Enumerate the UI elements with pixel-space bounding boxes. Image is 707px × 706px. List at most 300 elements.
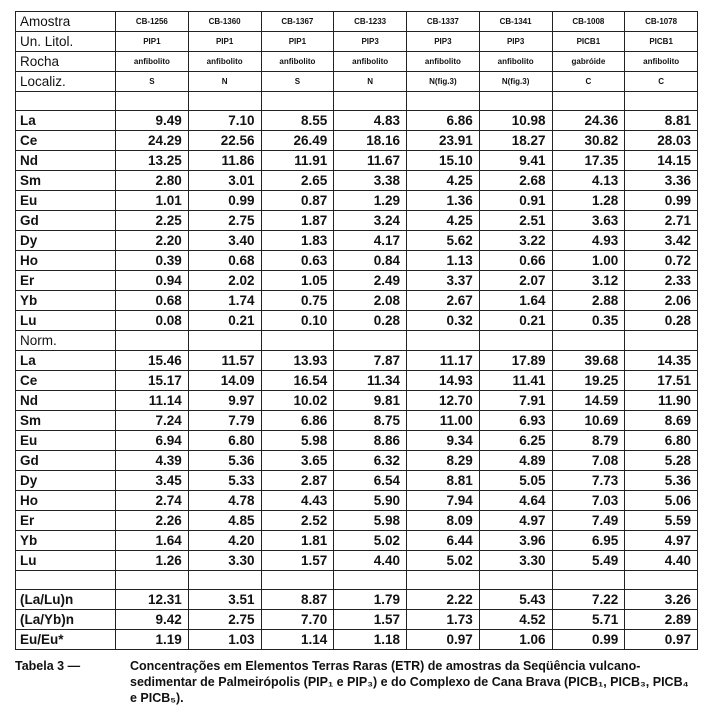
element-label: Yb: [16, 531, 116, 551]
value-cell: 4.52: [479, 610, 552, 630]
value-cell: 8.69: [625, 411, 698, 431]
value-cell: 15.46: [116, 351, 189, 371]
value-cell: 0.94: [116, 271, 189, 291]
value-cell: 1.64: [479, 291, 552, 311]
value-cell: 0.28: [625, 311, 698, 331]
value-cell: 6.93: [479, 411, 552, 431]
sample-id: CB-1360: [188, 12, 261, 32]
sample-id: CB-1008: [552, 12, 625, 32]
value-cell: 0.39: [116, 251, 189, 271]
value-cell: 9.97: [188, 391, 261, 411]
value-cell: 0.87: [261, 191, 334, 211]
table-row: [16, 271, 698, 291]
value-cell: 2.89: [625, 610, 698, 630]
sample-id: CB-1233: [334, 12, 407, 32]
meta-cell: PIP1: [261, 32, 334, 52]
meta-cell: N: [188, 72, 261, 92]
table-row: [16, 171, 698, 191]
value-cell: 1.26: [116, 551, 189, 571]
meta-cell: PIP3: [407, 32, 480, 52]
value-cell: 0.68: [188, 251, 261, 271]
value-cell: 13.93: [261, 351, 334, 371]
element-label: Sm: [16, 171, 116, 191]
value-cell: 0.32: [407, 311, 480, 331]
value-cell: 3.30: [188, 551, 261, 571]
value-cell: 4.20: [188, 531, 261, 551]
value-cell: 9.34: [407, 431, 480, 451]
value-cell: 2.07: [479, 271, 552, 291]
value-cell: 5.36: [625, 471, 698, 491]
value-cell: 5.49: [552, 551, 625, 571]
value-cell: 1.57: [261, 551, 334, 571]
value-cell: 8.55: [261, 111, 334, 131]
element-label: Nd: [16, 391, 116, 411]
value-cell: 1.00: [552, 251, 625, 271]
value-cell: 7.70: [261, 610, 334, 630]
value-cell: 6.32: [334, 451, 407, 471]
blank-cell: [334, 571, 407, 590]
meta-cell: anfibolito: [261, 52, 334, 72]
table-row: [16, 211, 698, 231]
value-cell: 0.35: [552, 311, 625, 331]
spacer-row: [16, 571, 698, 590]
ree-table: [15, 11, 698, 650]
value-cell: 4.25: [407, 171, 480, 191]
value-cell: 17.35: [552, 151, 625, 171]
value-cell: 3.12: [552, 271, 625, 291]
element-label: Ce: [16, 371, 116, 391]
value-cell: 1.87: [261, 211, 334, 231]
value-cell: 1.57: [334, 610, 407, 630]
value-cell: 18.16: [334, 131, 407, 151]
norm-row: [16, 331, 698, 351]
value-cell: 17.51: [625, 371, 698, 391]
value-cell: 3.38: [334, 171, 407, 191]
value-cell: 3.36: [625, 171, 698, 191]
caption-text: Concentrações em Elementos Terras Raras (ETR) de amostras da Seqüência vulcano-sedimentar de Palmeirópolis (PIP₁ e PIP₃) e do Complexo de Cana Brava (PICB₁, PICB₃, PICB₄ e PICB₅).: [130, 659, 689, 705]
meta-cell: anfibolito: [188, 52, 261, 72]
blank-cell: [116, 92, 189, 111]
table-row: [16, 511, 698, 531]
value-cell: 1.79: [334, 590, 407, 610]
blank-cell: [552, 331, 625, 351]
value-cell: 1.29: [334, 191, 407, 211]
value-cell: 2.51: [479, 211, 552, 231]
value-cell: 28.03: [625, 131, 698, 151]
meta-label: Localiz.: [16, 72, 116, 92]
value-cell: 4.40: [625, 551, 698, 571]
element-label: Gd: [16, 211, 116, 231]
table-row: [16, 151, 698, 171]
value-cell: 2.87: [261, 471, 334, 491]
value-cell: 0.84: [334, 251, 407, 271]
meta-cell: C: [625, 72, 698, 92]
value-cell: 0.99: [552, 630, 625, 650]
value-cell: 10.69: [552, 411, 625, 431]
sample-id: CB-1341: [479, 12, 552, 32]
value-cell: 6.80: [188, 431, 261, 451]
value-cell: 2.02: [188, 271, 261, 291]
blank-cell: [334, 92, 407, 111]
element-label: Yb: [16, 291, 116, 311]
value-cell: 6.95: [552, 531, 625, 551]
value-cell: 5.59: [625, 511, 698, 531]
sample-id: CB-1367: [261, 12, 334, 32]
value-cell: 7.87: [334, 351, 407, 371]
value-cell: 6.80: [625, 431, 698, 451]
value-cell: 3.37: [407, 271, 480, 291]
value-cell: 11.86: [188, 151, 261, 171]
meta-label: Un. Litol.: [16, 32, 116, 52]
value-cell: 2.74: [116, 491, 189, 511]
value-cell: 12.31: [116, 590, 189, 610]
element-label: Eu: [16, 191, 116, 211]
value-cell: 15.10: [407, 151, 480, 171]
meta-cell: PIP1: [116, 32, 189, 52]
meta-cell: anfibolito: [407, 52, 480, 72]
value-cell: 1.81: [261, 531, 334, 551]
sample-id: CB-1256: [116, 12, 189, 32]
value-cell: 2.65: [261, 171, 334, 191]
meta-row: [16, 52, 698, 72]
value-cell: 14.35: [625, 351, 698, 371]
value-cell: 23.91: [407, 131, 480, 151]
value-cell: 10.98: [479, 111, 552, 131]
value-cell: 0.72: [625, 251, 698, 271]
element-label: Ce: [16, 131, 116, 151]
value-cell: 18.27: [479, 131, 552, 151]
value-cell: 7.91: [479, 391, 552, 411]
value-cell: 2.25: [116, 211, 189, 231]
table-row: [16, 371, 698, 391]
blank-cell: [479, 92, 552, 111]
value-cell: 22.56: [188, 131, 261, 151]
value-cell: 2.49: [334, 271, 407, 291]
value-cell: 7.79: [188, 411, 261, 431]
value-cell: 2.20: [116, 231, 189, 251]
value-cell: 3.63: [552, 211, 625, 231]
norm-label: Norm.: [16, 331, 116, 351]
table-row: [16, 471, 698, 491]
element-label: Lu: [16, 311, 116, 331]
blank-cell: [407, 92, 480, 111]
table-row: [16, 131, 698, 151]
blank-cell: [479, 331, 552, 351]
value-cell: 14.09: [188, 371, 261, 391]
table-row: [16, 590, 698, 610]
element-label: Ho: [16, 491, 116, 511]
value-cell: 5.36: [188, 451, 261, 471]
element-label: La: [16, 351, 116, 371]
blank-cell: [188, 571, 261, 590]
value-cell: 0.99: [188, 191, 261, 211]
value-cell: 3.45: [116, 471, 189, 491]
value-cell: 4.78: [188, 491, 261, 511]
table-row: [16, 551, 698, 571]
value-cell: 12.70: [407, 391, 480, 411]
value-cell: 5.05: [479, 471, 552, 491]
value-cell: 11.57: [188, 351, 261, 371]
value-cell: 6.54: [334, 471, 407, 491]
value-cell: 24.29: [116, 131, 189, 151]
value-cell: 2.68: [479, 171, 552, 191]
element-label: Dy: [16, 231, 116, 251]
meta-row: [16, 72, 698, 92]
element-label: Eu/Eu*: [16, 630, 116, 650]
value-cell: 16.54: [261, 371, 334, 391]
table-row: [16, 630, 698, 650]
element-label: Er: [16, 271, 116, 291]
value-cell: 8.79: [552, 431, 625, 451]
value-cell: 1.74: [188, 291, 261, 311]
value-cell: 1.01: [116, 191, 189, 211]
value-cell: 8.81: [407, 471, 480, 491]
value-cell: 8.81: [625, 111, 698, 131]
meta-cell: gabróide: [552, 52, 625, 72]
value-cell: 4.43: [261, 491, 334, 511]
element-label: Gd: [16, 451, 116, 471]
meta-cell: N(fig.3): [407, 72, 480, 92]
value-cell: 2.67: [407, 291, 480, 311]
value-cell: 5.28: [625, 451, 698, 471]
value-cell: 2.22: [407, 590, 480, 610]
blank-cell: [116, 331, 189, 351]
table-row: [16, 431, 698, 451]
table-row: [16, 391, 698, 411]
value-cell: 8.87: [261, 590, 334, 610]
value-cell: 1.19: [116, 630, 189, 650]
value-cell: 4.25: [407, 211, 480, 231]
value-cell: 1.18: [334, 630, 407, 650]
value-cell: 1.83: [261, 231, 334, 251]
meta-cell: N: [334, 72, 407, 92]
value-cell: 3.30: [479, 551, 552, 571]
value-cell: 9.81: [334, 391, 407, 411]
value-cell: 1.36: [407, 191, 480, 211]
value-cell: 0.97: [407, 630, 480, 650]
value-cell: 2.26: [116, 511, 189, 531]
value-cell: 4.39: [116, 451, 189, 471]
value-cell: 11.67: [334, 151, 407, 171]
value-cell: 14.59: [552, 391, 625, 411]
sample-id: CB-1078: [625, 12, 698, 32]
value-cell: 8.29: [407, 451, 480, 471]
value-cell: 6.94: [116, 431, 189, 451]
element-label: Ho: [16, 251, 116, 271]
header-label: Amostra: [16, 12, 116, 32]
meta-cell: anfibolito: [625, 52, 698, 72]
blank-cell: [407, 571, 480, 590]
meta-cell: S: [261, 72, 334, 92]
meta-cell: S: [116, 72, 189, 92]
value-cell: 7.08: [552, 451, 625, 471]
blank-cell: [479, 571, 552, 590]
meta-label: Rocha: [16, 52, 116, 72]
value-cell: 10.02: [261, 391, 334, 411]
header-row: [16, 12, 698, 32]
blank-cell: [334, 331, 407, 351]
value-cell: 7.94: [407, 491, 480, 511]
table-row: [16, 451, 698, 471]
value-cell: 5.62: [407, 231, 480, 251]
value-cell: 3.26: [625, 590, 698, 610]
value-cell: 1.05: [261, 271, 334, 291]
value-cell: 0.68: [116, 291, 189, 311]
element-label: (La/Yb)n: [16, 610, 116, 630]
meta-cell: PIP3: [479, 32, 552, 52]
value-cell: 9.41: [479, 151, 552, 171]
value-cell: 7.22: [552, 590, 625, 610]
blank-cell: [188, 331, 261, 351]
value-cell: 1.28: [552, 191, 625, 211]
value-cell: 3.24: [334, 211, 407, 231]
element-label: Nd: [16, 151, 116, 171]
value-cell: 8.09: [407, 511, 480, 531]
element-label: La: [16, 111, 116, 131]
sample-id: CB-1337: [407, 12, 480, 32]
value-cell: 2.71: [625, 211, 698, 231]
value-cell: 0.28: [334, 311, 407, 331]
value-cell: 9.49: [116, 111, 189, 131]
value-cell: 7.03: [552, 491, 625, 511]
blank-cell: [552, 92, 625, 111]
value-cell: 11.34: [334, 371, 407, 391]
value-cell: 4.85: [188, 511, 261, 531]
value-cell: 3.01: [188, 171, 261, 191]
value-cell: 8.86: [334, 431, 407, 451]
meta-cell: PICB1: [552, 32, 625, 52]
value-cell: 0.21: [479, 311, 552, 331]
value-cell: 11.90: [625, 391, 698, 411]
value-cell: 14.93: [407, 371, 480, 391]
element-label: Eu: [16, 431, 116, 451]
value-cell: 4.89: [479, 451, 552, 471]
value-cell: 3.40: [188, 231, 261, 251]
meta-cell: anfibolito: [116, 52, 189, 72]
value-cell: 3.51: [188, 590, 261, 610]
value-cell: 0.63: [261, 251, 334, 271]
value-cell: 3.22: [479, 231, 552, 251]
value-cell: 11.17: [407, 351, 480, 371]
value-cell: 9.42: [116, 610, 189, 630]
meta-cell: C: [552, 72, 625, 92]
value-cell: 11.00: [407, 411, 480, 431]
value-cell: 6.86: [407, 111, 480, 131]
value-cell: 5.98: [261, 431, 334, 451]
meta-cell: anfibolito: [334, 52, 407, 72]
value-cell: 1.13: [407, 251, 480, 271]
value-cell: 0.10: [261, 311, 334, 331]
blank-cell: [552, 571, 625, 590]
value-cell: 24.36: [552, 111, 625, 131]
value-cell: 5.06: [625, 491, 698, 511]
document-page: [15, 11, 698, 706]
table-row: [16, 531, 698, 551]
value-cell: 11.41: [479, 371, 552, 391]
value-cell: 2.88: [552, 291, 625, 311]
table-row: [16, 610, 698, 630]
blank-cell: [16, 571, 116, 590]
value-cell: 1.06: [479, 630, 552, 650]
ree-table-body: [16, 12, 698, 650]
value-cell: 26.49: [261, 131, 334, 151]
value-cell: 7.73: [552, 471, 625, 491]
caption-lead: Tabela 3 —: [15, 659, 81, 673]
value-cell: 1.03: [188, 630, 261, 650]
value-cell: 2.52: [261, 511, 334, 531]
blank-cell: [261, 331, 334, 351]
element-label: Dy: [16, 471, 116, 491]
value-cell: 2.06: [625, 291, 698, 311]
value-cell: 0.99: [625, 191, 698, 211]
value-cell: 7.10: [188, 111, 261, 131]
value-cell: 4.17: [334, 231, 407, 251]
value-cell: 0.21: [188, 311, 261, 331]
value-cell: 17.89: [479, 351, 552, 371]
value-cell: 2.75: [188, 211, 261, 231]
blank-cell: [188, 92, 261, 111]
blank-cell: [261, 571, 334, 590]
value-cell: 0.66: [479, 251, 552, 271]
value-cell: 4.97: [625, 531, 698, 551]
value-cell: 2.80: [116, 171, 189, 191]
value-cell: 7.24: [116, 411, 189, 431]
value-cell: 5.02: [334, 531, 407, 551]
value-cell: 5.90: [334, 491, 407, 511]
blank-cell: [407, 331, 480, 351]
value-cell: 1.73: [407, 610, 480, 630]
value-cell: 5.71: [552, 610, 625, 630]
blank-cell: [625, 571, 698, 590]
value-cell: 7.49: [552, 511, 625, 531]
value-cell: 13.25: [116, 151, 189, 171]
blank-cell: [16, 92, 116, 111]
meta-cell: N(fig.3): [479, 72, 552, 92]
value-cell: 8.75: [334, 411, 407, 431]
blank-cell: [261, 92, 334, 111]
meta-cell: PIP1: [188, 32, 261, 52]
table-caption: [15, 658, 698, 706]
value-cell: 5.02: [407, 551, 480, 571]
table-row: [16, 291, 698, 311]
value-cell: 5.33: [188, 471, 261, 491]
value-cell: 2.33: [625, 271, 698, 291]
value-cell: 6.86: [261, 411, 334, 431]
value-cell: 4.93: [552, 231, 625, 251]
value-cell: 15.17: [116, 371, 189, 391]
table-row: [16, 191, 698, 211]
meta-cell: anfibolito: [479, 52, 552, 72]
value-cell: 14.15: [625, 151, 698, 171]
table-row: [16, 411, 698, 431]
blank-cell: [625, 331, 698, 351]
value-cell: 30.82: [552, 131, 625, 151]
table-row: [16, 111, 698, 131]
table-row: [16, 251, 698, 271]
value-cell: 1.14: [261, 630, 334, 650]
table-row: [16, 231, 698, 251]
value-cell: 11.14: [116, 391, 189, 411]
value-cell: 2.75: [188, 610, 261, 630]
meta-cell: PIP3: [334, 32, 407, 52]
value-cell: 4.64: [479, 491, 552, 511]
value-cell: 3.96: [479, 531, 552, 551]
value-cell: 11.91: [261, 151, 334, 171]
element-label: Sm: [16, 411, 116, 431]
value-cell: 6.44: [407, 531, 480, 551]
value-cell: 0.08: [116, 311, 189, 331]
blank-cell: [116, 571, 189, 590]
